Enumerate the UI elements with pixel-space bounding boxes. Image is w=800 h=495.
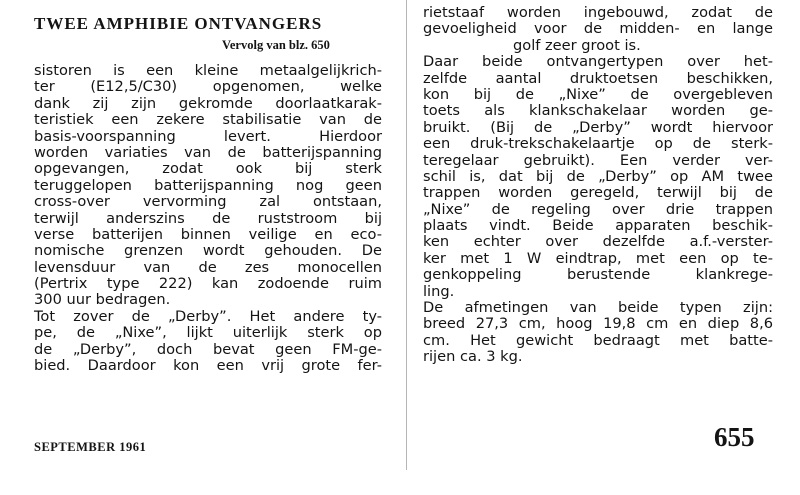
text-line: genkoppeling berustende klankrege- [423,266,773,284]
text-line: bied. Daardoor kon een vrij grote fer- [34,357,382,375]
text-line: een druk-trekschakelaartje op de sterk- [423,135,773,153]
text-line: trappen worden geregeld, terwijl bij de [423,184,773,202]
text-line: de „Derby”, doch bevat geen FM-ge- [34,340,382,358]
text-line: golf zeer groot is. [513,36,641,54]
text-line: levensduur van de zes monocellen [34,258,382,276]
text-line: (Pertrix type 222) kan zodoende ruim [34,275,382,293]
text-line: sistoren is een kleine metaalgelijkrich- [34,62,382,79]
text-line: ken echter over dezelfde a.f.-verster- [423,233,773,251]
text-line: 300 uur bedragen. [34,291,171,309]
text-line: teruggelopen batterijspanning nog geen [34,176,382,194]
text-line: worden variaties van de batterijspanning [34,143,382,161]
article-title: TWEE AMPHIBIE ONTVANGERS [34,14,323,33]
text-line: opgevangen, zodat ook bij sterk [34,160,382,178]
text-line: teregelaar gebruikt). Een verder ver- [423,151,773,169]
text-line: Daar beide ontvangertypen over het- [423,53,773,71]
continued-from-note: Vervolg van blz. 650 [222,38,330,52]
left-text-column [34,63,382,374]
text-line: De afmetingen van beide typen zijn: [423,299,773,317]
right-text-column [423,5,773,366]
text-line: pe, de „Nixe”, lijkt uiterlijk sterk op [34,324,382,342]
text-line: dank zij zijn gekromde doorlaatkarak- [34,94,382,112]
text-line: basis-voorspanning levert. Hierdoor [34,127,382,145]
text-line: Tot zover de „Derby”. Het andere ty- [34,307,382,325]
text-line: rietstaaf worden ingebouwd, zodat de [423,4,773,21]
text-line: bruikt. (Bij de „Derby” wordt hiervoor [423,118,773,136]
text-line: ter (E12,5/C30) opgenomen, welke [34,78,382,96]
issue-date: SEPTEMBER 1961 [34,440,147,454]
text-line: ling. [423,282,455,300]
text-line: „Nixe” de regeling over drie trappen [423,200,773,218]
text-line: cross-over vervorming zal ontstaan, [34,193,382,211]
text-line: schil is, dat bij de „Derby” op AM twee [423,167,773,185]
text-line: ker met 1 W eindtrap, met een op te- [423,249,773,267]
text-line: plaats vindt. Beide apparaten beschik- [423,217,773,235]
text-line: gevoeligheid voor de midden- en lange [423,20,773,38]
text-line: breed 27,3 cm, hoog 19,8 cm en diep 8,6 [423,315,773,333]
column-divider [406,0,407,470]
text-line: teristiek een zekere stabilisatie van de [34,111,382,129]
text-line: cm. Het gewicht bedraagt met batte- [423,331,773,349]
text-line: verse batterijen binnen veilige en eco- [34,225,382,243]
text-line: toets als klankschakelaar worden ge- [423,102,773,120]
text-line: rijen ca. 3 kg. [423,348,523,366]
text-line: kon bij de „Nixe” de overgebleven [423,85,773,103]
text-line: terwijl anderszins de ruststroom bij [34,209,382,227]
page-number: 655 [714,422,755,452]
text-line: zelfde aantal druktoetsen beschikken, [423,69,773,87]
text-line: nomische grenzen wordt gehouden. De [34,242,382,260]
